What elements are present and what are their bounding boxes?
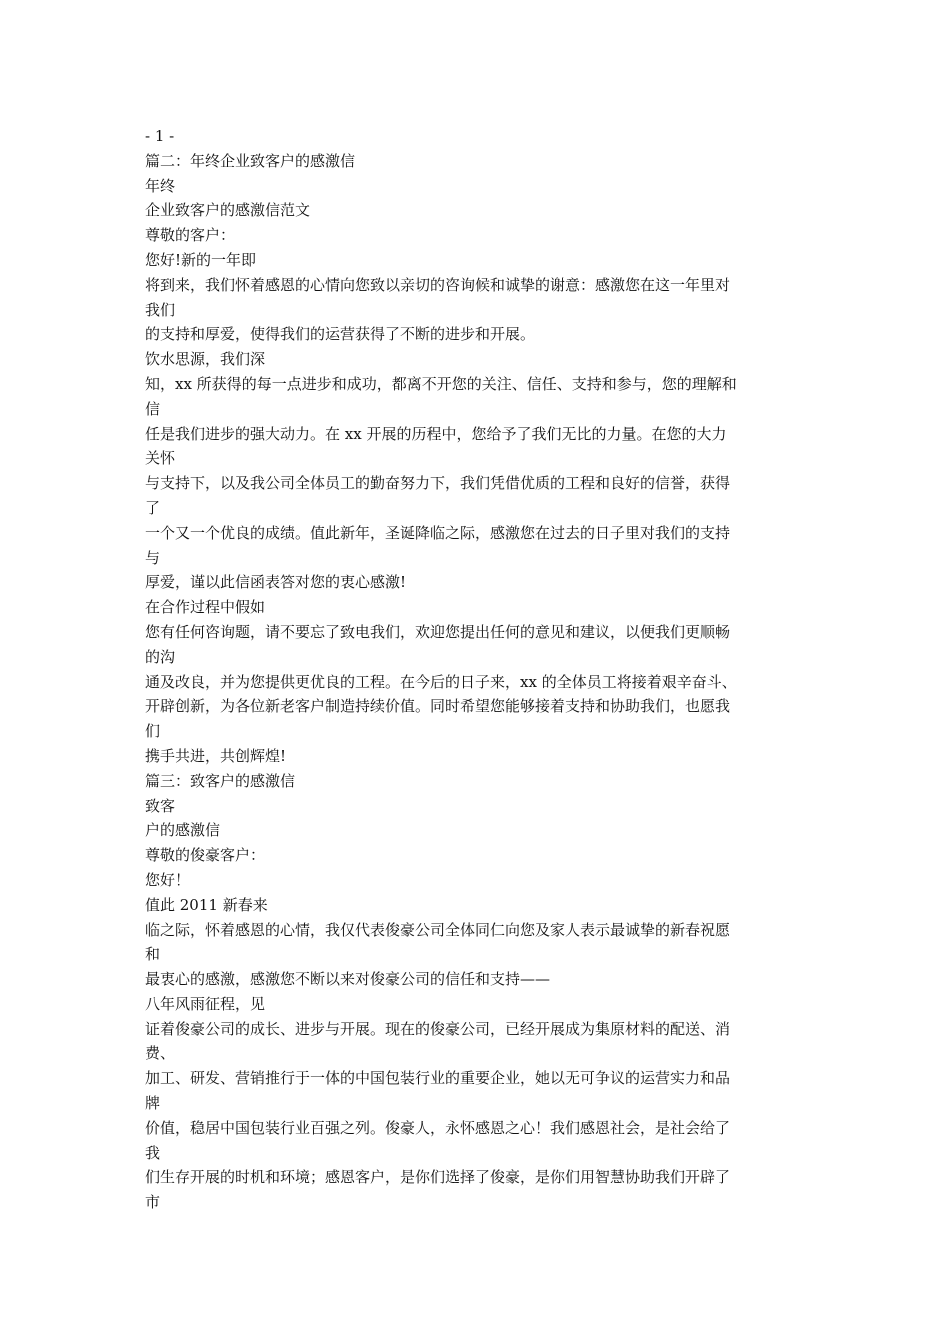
- text-line: 的沟: [145, 647, 176, 666]
- text-line: 与支持下，以及我公司全体员工的勤奋努力下，我们凭借优质的工程和良好的信誉，获得: [145, 474, 731, 493]
- text-line: 年终: [145, 176, 176, 195]
- text-line: 篇二：年终企业致客户的感激信: [145, 151, 356, 170]
- text-line: 信: [145, 399, 161, 418]
- text-line: 证着俊豪公司的成长、进步与开展。现在的俊豪公司，已经开展成为集原材料的配送、消: [145, 1019, 731, 1038]
- text-line: 加工、研发、营销推行于一体的中国包装行业的重要企业，她以无可争议的运营实力和品: [145, 1069, 731, 1088]
- text-line: 将到来，我们怀着感恩的心情向您致以亲切的咨询候和诚挚的谢意：感激您在这一年里对: [145, 275, 731, 294]
- text-line: 通及改良，并为您提供更优良的工程。在今后的日子来，xx 的全体员工将接着艰辛奋斗、: [145, 672, 737, 691]
- text-line: 费、: [145, 1044, 176, 1063]
- text-line: 牌: [145, 1094, 161, 1113]
- text-line: 临之际，怀着感恩的心情，我仅代表俊豪公司全体同仁向您及家人表示最诚挚的新春祝愿: [145, 920, 731, 939]
- text-line: 与: [145, 548, 161, 567]
- text-line: 在合作过程中假如: [145, 598, 266, 617]
- page-number: - 1 -: [145, 127, 175, 145]
- text-line: 最衷心的感激，感激您不断以来对俊豪公司的信任和支持——: [145, 970, 551, 989]
- text-line: 尊敬的俊豪客户：: [145, 846, 266, 865]
- document-body: [145, 124, 813, 1215]
- text-line: 们生存开展的时机和环境；感恩客户，是你们选择了俊豪，是你们用智慧协助我们开辟了: [145, 1168, 731, 1187]
- text-line: 的支持和厚爱，使得我们的运营获得了不断的进步和开展。: [145, 325, 536, 344]
- text-line: 一个又一个优良的成绩。值此新年，圣诞降临之际，感激您在过去的日子里对我们的支持: [145, 523, 731, 542]
- text-line: 我们: [145, 300, 176, 319]
- text-line: 值此 2011 新春来: [145, 895, 268, 914]
- text-line: 开辟创新，为各位新老客户制造持续价值。同时希望您能够接着支持和协助我们，也愿我: [145, 697, 731, 716]
- text-line: 厚爱，谨以此信函表答对您的衷心感激!: [145, 573, 407, 592]
- text-line: 您有任何咨询题，请不要忘了致电我们，欢迎您提出任何的意见和建议，以便我们更顺畅: [145, 622, 731, 641]
- text-line: 关怀: [145, 449, 176, 468]
- text-line: 企业致客户的感激信范文: [145, 201, 311, 220]
- text-line: 任是我们进步的强大动力。在 xx 开展的历程中，您给予了我们无比的力量。在您的大力: [145, 424, 727, 443]
- text-line: 您好！: [145, 870, 191, 889]
- text-line: 致客: [145, 796, 176, 815]
- text-line: 您好!新的一年即: [145, 250, 257, 269]
- text-line: 价值，稳居中国包装行业百强之列。俊豪人，永怀感恩之心！我们感恩社会，是社会给了: [145, 1118, 731, 1137]
- text-line: 知，xx 所获得的每一点进步和成功，都离不开您的关注、信任、支持和参与，您的理解和: [145, 374, 737, 393]
- text-line: 饮水思源，我们深: [145, 350, 266, 369]
- text-line: 我: [145, 1143, 161, 1162]
- text-line: 八年风雨征程，见: [145, 994, 266, 1013]
- text-line: 携手共进，共创辉煌!: [145, 746, 287, 765]
- text-line: 尊敬的客户：: [145, 226, 236, 245]
- text-line: 和: [145, 945, 161, 964]
- text-line: 篇三：致客户的感激信: [145, 771, 296, 790]
- text-line: 市: [145, 1193, 161, 1212]
- text-line: 户的感激信: [145, 821, 221, 840]
- text-line: 们: [145, 722, 161, 741]
- text-line: 了: [145, 498, 161, 517]
